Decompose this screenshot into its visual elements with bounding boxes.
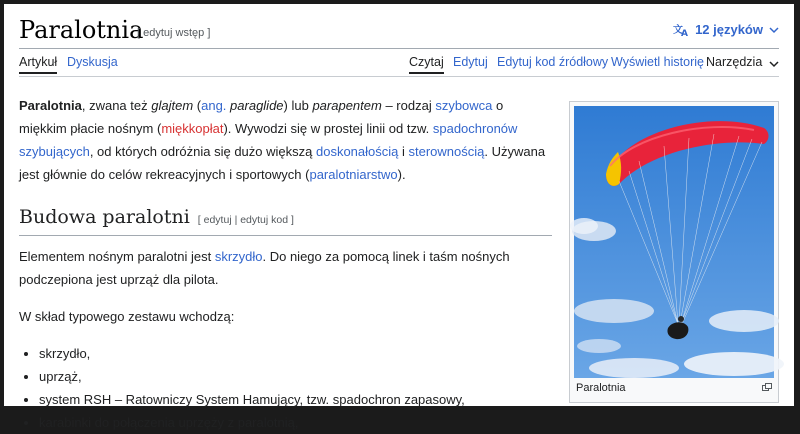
intro-italic-parapent: parapentem (312, 98, 382, 113)
intro-text: , zwana też (81, 98, 152, 113)
intro-text: ). (397, 167, 406, 182)
intro-text: , od których odróżnia się dużo większą (89, 144, 316, 159)
intro-text: i (398, 144, 409, 159)
section-text: Elementem nośnym paralotni jest (19, 249, 215, 264)
section-heading (19, 206, 552, 236)
language-count: 12 języków (695, 22, 763, 37)
enlarge-icon[interactable] (762, 383, 772, 391)
link-doskonalosc[interactable]: doskonałością (315, 144, 399, 159)
link-szybowca[interactable]: szybowca (435, 98, 493, 113)
page-tabs (19, 52, 779, 77)
infobox-caption: Paralotnia (576, 382, 626, 394)
intro-text: o miękkim płacie nośnym ( (19, 98, 504, 136)
paraglider-image (574, 106, 774, 378)
list-item: • karabinki do połączenia uprzęży z paralotnią, (39, 411, 552, 434)
tools-chevron-down-icon[interactable] (769, 61, 779, 67)
link-spadochronow-szybujacych[interactable]: spadochronów szybujących (19, 121, 518, 159)
section-heading-text: Budowa paralotni (19, 206, 190, 228)
section-edit-links[interactable]: [ edytuj | edytuj kod ] (197, 214, 294, 226)
list-item: • system RSH – Ratowniczy System Hamujący, tzw. spadochron zapasowy, (39, 388, 552, 411)
link-sterownosc[interactable]: sterownością (408, 144, 485, 159)
intro-text: ). Wywodzi się w prostej linii od tzw. (223, 121, 433, 136)
redlink-miekkoplat[interactable]: miękkopłat (161, 121, 224, 136)
tab-discussion[interactable]: Dyskusja (67, 55, 118, 69)
tab-tools[interactable]: Narzędzia (706, 55, 763, 69)
list-item: • uprząż, (39, 365, 552, 388)
section-text: . Do niego za pomocą linek i taśm nośnych podczepiona jest uprząż dla pilota. (19, 249, 510, 287)
intro-text: ) lub (283, 98, 313, 113)
components-list (19, 342, 552, 434)
svg-text:A: A (681, 28, 689, 39)
infobox (569, 101, 779, 403)
intro-italic-paraglide: paraglide (230, 98, 284, 113)
edit-intro-link[interactable]: [ edytuj wstęp ] (137, 27, 211, 39)
article-content (19, 94, 552, 434)
intro-italic-glajt: glajtem (151, 98, 194, 113)
tab-read[interactable]: Czytaj (409, 55, 444, 74)
link-ang[interactable]: ang. (201, 98, 227, 113)
page (4, 4, 794, 430)
intro-text: ( (193, 98, 202, 113)
translate-icon (673, 23, 689, 37)
list-item: • skrzydło, (39, 342, 552, 365)
section-paragraph-2: W skład typowego zestawu wchodzą: (19, 309, 235, 324)
tab-history[interactable]: Wyświetl historię (611, 55, 704, 69)
page-title: Paralotnia (19, 16, 144, 44)
language-selector[interactable] (673, 22, 779, 37)
svg-text:文: 文 (673, 24, 684, 36)
intro-text: – rodzaj (381, 98, 436, 113)
intro-text: . Używana jest głównie do celów rekreacyjnych i sportowych ( (19, 144, 546, 182)
paraglider-photo[interactable] (574, 106, 774, 378)
page-header (19, 14, 779, 49)
link-skrzydlo[interactable]: skrzydło (214, 249, 263, 264)
tab-article[interactable]: Artykuł (19, 55, 57, 74)
chevron-down-icon (769, 27, 779, 33)
tab-edit[interactable]: Edytuj (453, 55, 488, 69)
section-paragraph-1 (19, 245, 552, 291)
term-bold: Paralotnia (19, 98, 82, 113)
tab-edit-source[interactable]: Edytuj kod źródłowy (497, 55, 609, 69)
link-paralotniarstwo[interactable]: paralotniarstwo (309, 167, 398, 182)
intro-paragraph (19, 94, 552, 186)
